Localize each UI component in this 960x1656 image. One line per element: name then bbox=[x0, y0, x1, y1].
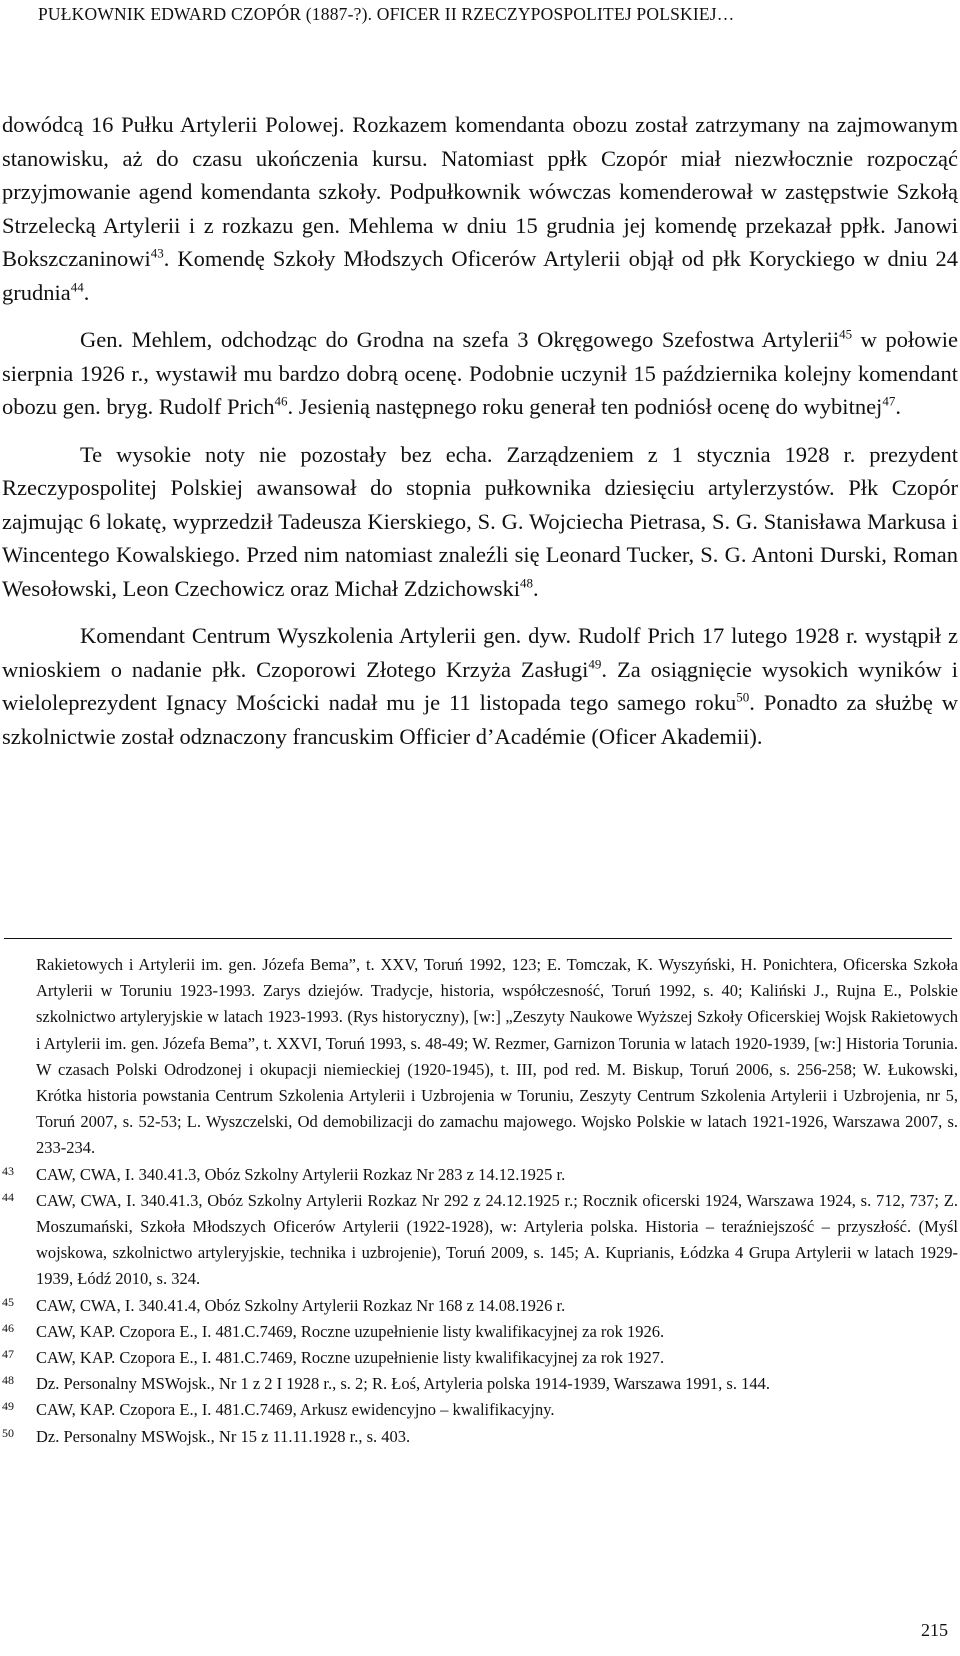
footnote-50 bbox=[2, 1424, 958, 1450]
paragraph-text: . Ponadto za służbę w szkolnictwie został odznaczony francuskim Officier d’Académie (Oficer Akademii). bbox=[2, 690, 958, 749]
paragraph-2 bbox=[2, 323, 958, 424]
footnote-ref[interactable]: 46 bbox=[274, 393, 288, 409]
footnote-number: 45 bbox=[2, 1294, 14, 1309]
footnote-text: CAW, CWA, I. 340.41.3, Obóz Szkolny Artylerii Rozkaz Nr 283 z 14.12.1925 r. bbox=[36, 1164, 566, 1184]
footnote-text: CAW, KAP. Czopora E., I. 481.C.7469, Roczne uzupełnienie listy kwalifikacyjnej za rok 1926. bbox=[36, 1321, 665, 1341]
footnote-text: CAW, KAP. Czopora E., I. 481.C.7469, Roczne uzupełnienie listy kwalifikacyjnej za rok 1927. bbox=[36, 1348, 665, 1368]
footnote-text: Dz. Personalny MSWojsk., Nr 1 z 2 I 1928 r., s. 2; R. Łoś, Artyleria polska 1914-1939, Warszawa 1991, s. 144. bbox=[36, 1374, 770, 1394]
paragraph-3 bbox=[2, 438, 958, 606]
footnote-ref[interactable]: 49 bbox=[588, 656, 602, 671]
paragraph-text: . Komendę Szkoły Młodszych Oficerów Artylerii objął od płk Koryckiego w dniu 24 grudnia bbox=[2, 246, 958, 305]
paragraph-text: dowódcą 16 Pułku Artylerii Polowej. Rozkazem komendanta obozu został zatrzymany na zajmowanym stanowisku, aż do czasu ukończenia kursu. Natomiast ppłk Czopór miał niezwłocznie rozpocząć przyjmowanie agend komendanta szkoły. Podpułkownik wówczas komenderował w zastępstwie Szkołą Strzelecką Artylerii i z rozkazu gen. Mehlema w dniu 15 grudnia jej komendę przekazał ppłk. Janowi Bokszczaninowi bbox=[2, 112, 958, 271]
footnote-45 bbox=[2, 1293, 958, 1319]
paragraph-text: Te wysokie noty nie pozostały bez echa. Zarządzeniem z 1 stycznia 1928 r. prezydent Rzeczypospolitej Polskiej awansował do stopnia pułkownika dziesięciu artylerzystów. Płk Czopór zajmując 6 lokatę, wyprzedził Tadeusza Kierskiego, S. G. Wojciecha Pietrasa, S. G. Stanisława Markusa i Wincentego Kowalskiego. Przed nim natomiast znaleźli się Leonard Tucker, S. G. Antoni Durski, Roman Wesołowski, Leon Czechowicz oraz Michał Zdzichowski bbox=[2, 441, 958, 601]
footnote-text: Rakietowych i Artylerii im. gen. Józefa Bema”, t. XXV, Toruń 1992, 123; E. Tomczak, K. Wyszyński, H. Ponichtera, Oficerska Szkoła Artylerii w Toruniu 1923-1993. Zarys dziejów. Tradycje, historia, współczesność, Toruń 1992, s. 40; Kaliński J., Rujna E., Polskie szkolnictwo artyleryjskie w latach 1923-1993. (Rys historyczny), [w:] „Zeszyty Naukowe Wyższej Szkoły Oficerskiej Wojsk Rakietowych i Artylerii im. gen. Józefa Bema”, t. XXVI, Toruń 1993, s. 48-49; W. Rezmer, Garnizon Torunia w latach 1920-1939, [w:] Historia Torunia. W czasach Polski Odrodzonej i okupacji niemieckiej (1920-1945), t. III, pod red. M. Biskup, Toruń 2006, s. 256-258; W. Łukowski, Krótka historia powstania Centrum Szkolenia Artylerii i Uzbrojenia w Toruniu, Zeszyty Centrum Szkolenia Artylerii i Uzbrojenia, nr 5, Toruń 2007, s. 52-53; L. Wyszczelski, Od demobilizacji do zamachu majowego. Wojsko Polskie w latach 1921-1926, Warszawa 2007, s. 233-234. bbox=[36, 955, 958, 1158]
paragraph-text: . bbox=[895, 394, 901, 419]
paragraph-text: w połowie sierpnia 1926 r., wystawił mu bardzo dobrą ocenę. Podobnie uczynił 15 października kolejny komendant obozu gen. bryg. Rudolf Prich bbox=[2, 327, 958, 419]
footnote-number: 50 bbox=[2, 1425, 14, 1440]
footnote-49 bbox=[2, 1397, 958, 1423]
footnote-47 bbox=[2, 1345, 958, 1371]
footnote-46 bbox=[2, 1319, 958, 1345]
footnote-44 bbox=[2, 1188, 958, 1293]
footnote-divider bbox=[4, 938, 952, 939]
paragraph-text: . bbox=[533, 575, 539, 601]
paragraph-text: Gen. Mehlem, odchodząc do Grodna na szefa 3 Okręgowego Szefostwa Artylerii bbox=[80, 327, 840, 352]
footnote-43 bbox=[2, 1162, 958, 1188]
footnote-number: 48 bbox=[2, 1373, 14, 1388]
paragraph-4 bbox=[2, 619, 958, 753]
footnote-text: CAW, CWA, I. 340.41.4, Obóz Szkolny Artylerii Rozkaz Nr 168 z 14.08.1926 r. bbox=[36, 1295, 566, 1315]
footnote-number: 47 bbox=[2, 1347, 14, 1362]
footnote-number: 49 bbox=[2, 1399, 14, 1414]
footnote-number: 46 bbox=[2, 1320, 14, 1335]
footnote-continued bbox=[2, 952, 958, 1162]
footnote-ref[interactable]: 50 bbox=[736, 689, 750, 705]
footnote-ref[interactable]: 47 bbox=[882, 393, 896, 409]
paragraph-text: . Jesienią następnego roku generał ten podniósł ocenę do wybitnej bbox=[287, 394, 883, 419]
paragraph-text: . bbox=[83, 279, 90, 305]
footnote-number: 43 bbox=[2, 1163, 14, 1178]
paragraph-text: Komendant Centrum Wyszkolenia Artylerii gen. dyw. Rudolf Prich 17 lutego 1928 r. wystąpił z wnioskiem o nadanie płk. Czoporowi Złotego Krzyża Zasługi bbox=[2, 623, 958, 682]
footnote-text: Dz. Personalny MSWojsk., Nr 15 z 11.11.1928 r., s. 403. bbox=[36, 1426, 411, 1446]
footnotes bbox=[2, 952, 958, 1450]
footnote-text: CAW, CWA, I. 340.41.3, Obóz Szkolny Artylerii Rozkaz Nr 292 z 24.12.1925 r.; Rocznik oficerski 1924, Warszawa 1924, s. 712, 737; Z. Moszumański, Szkoła Młodszych Oficerów Artylerii (1922-1928), w: Artyleria polska. Historia – teraźniejszość – przyszłość. (Myśl wojskowa, szkolnictwo artyleryjskie, technika i uzbrojenie), Toruń 2009, s. 145; A. Kuprianis, Łódzka 4 Grupa Artylerii w latach 1929-1939, Łódź 2010, s. 324. bbox=[36, 1190, 958, 1289]
footnote-text: CAW, KAP. Czopora E., I. 481.C.7469, Arkusz ewidencyjno – kwalifikacyjny. bbox=[36, 1400, 555, 1420]
footnote-ref[interactable]: 48 bbox=[520, 575, 534, 590]
footnote-ref[interactable]: 43 bbox=[150, 245, 164, 261]
footnote-ref[interactable]: 45 bbox=[839, 326, 853, 342]
paragraph-text: . Za osiągnięcie wysokich wyników i wieloleprezydent Ignacy Mościcki nadał mu je 11 listopada tego samego roku bbox=[2, 656, 958, 715]
footnote-ref[interactable]: 44 bbox=[70, 279, 84, 294]
running-header: PUŁKOWNIK EDWARD CZOPÓR (1887-?). OFICER II RZECZYPOSPOLITEJ POLSKIEJ… bbox=[38, 4, 735, 24]
footnote-number: 44 bbox=[2, 1189, 14, 1204]
page-number: 215 bbox=[921, 1620, 948, 1640]
paragraph-1 bbox=[2, 108, 958, 309]
footnote-48 bbox=[2, 1371, 958, 1397]
main-text bbox=[2, 108, 958, 767]
